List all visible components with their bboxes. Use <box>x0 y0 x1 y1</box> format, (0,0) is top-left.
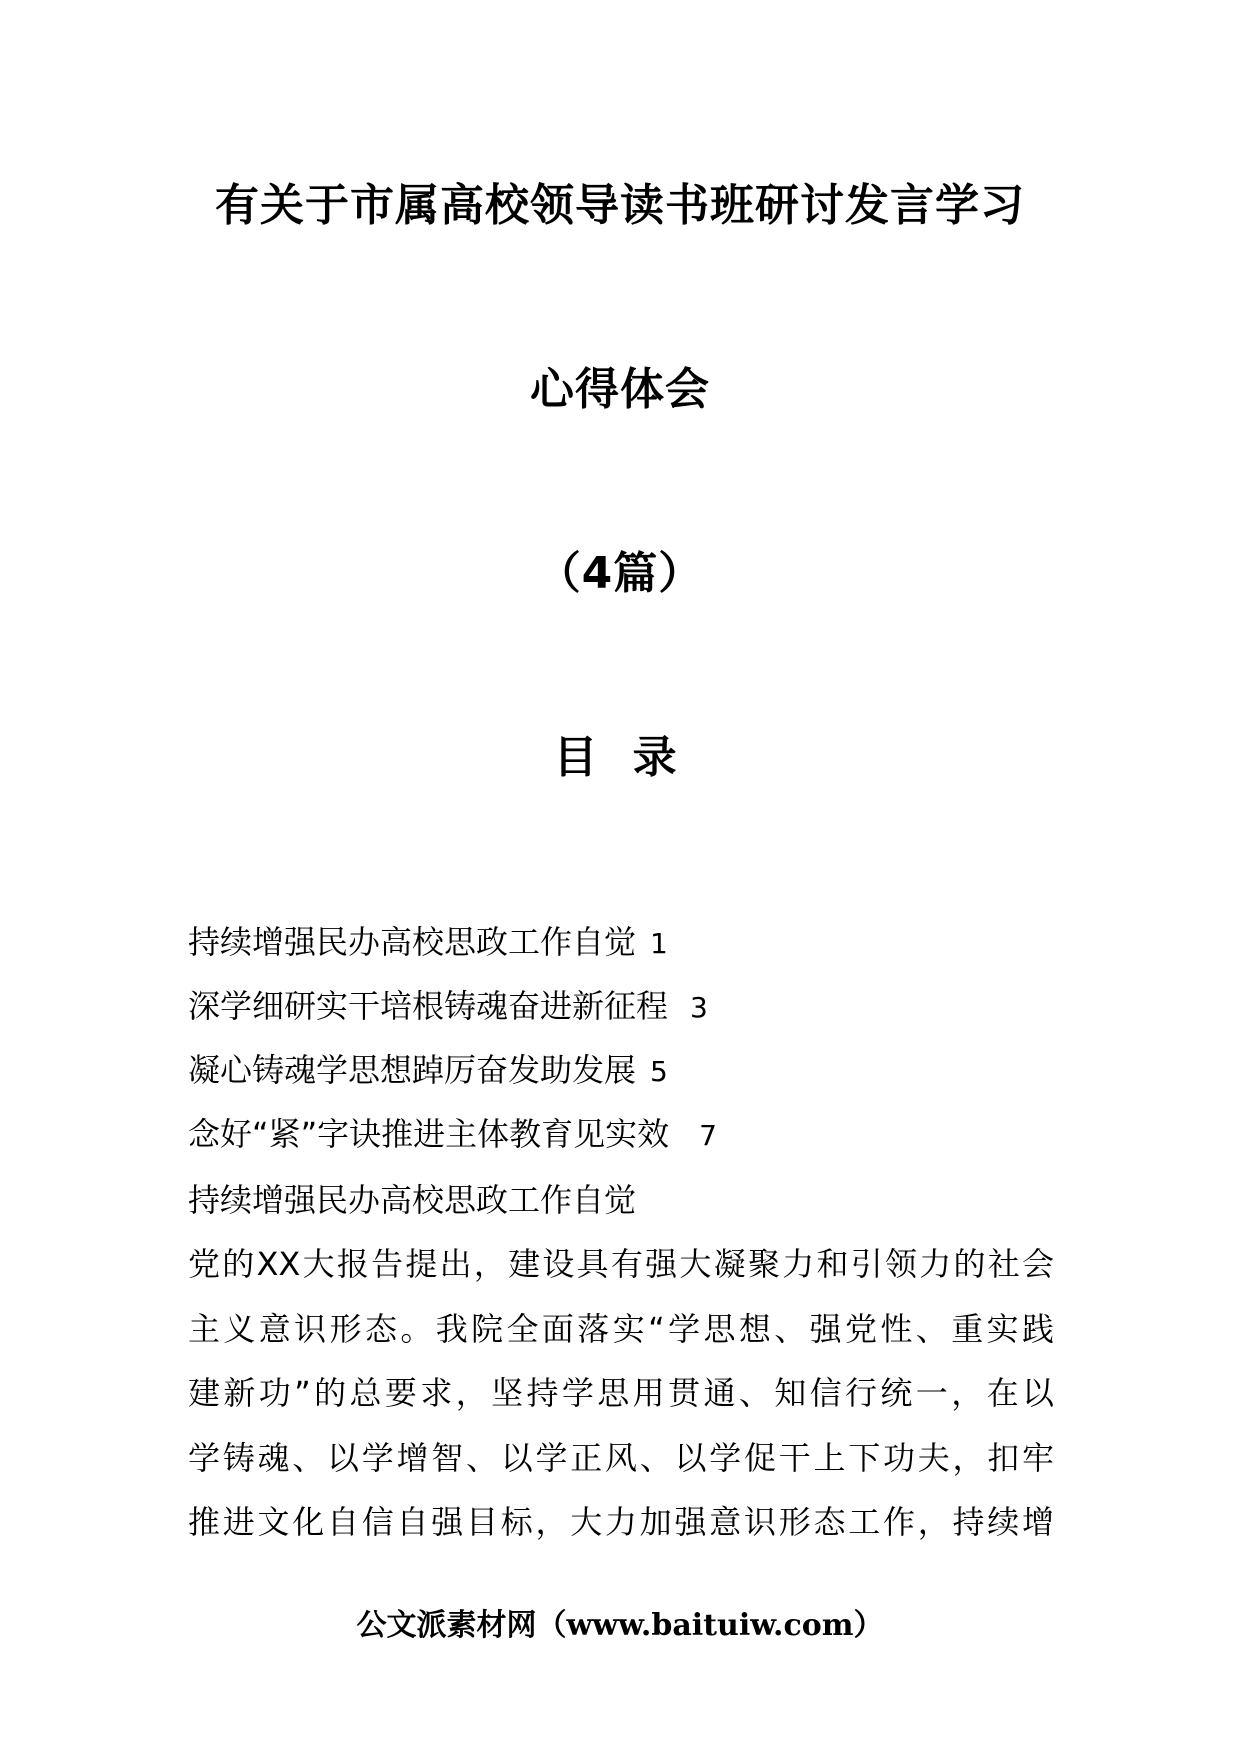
toc-entry-label: 凝心铸魂学思想踔厉奋发助发展 <box>188 1051 637 1089</box>
section-title: 持续增强民办高校思政工作自觉 <box>188 1181 637 1219</box>
page-footer: 公文派素材网（www.baituiw.com） <box>356 1608 884 1643</box>
body-line-2: 主义意识形态。我院全面落实“学思想、强党性、重实践 <box>188 1309 1054 1348</box>
toc-entry-page-number: 1 <box>650 927 668 960</box>
body-line-5: 推进文化自信自强目标，大力加强意识形态工作，持续增 <box>188 1503 1054 1541</box>
body-line-3: 建新功”的总要求，坚持学思用贯通、知信行统一，在以 <box>188 1374 1054 1412</box>
toc-entry-4[interactable] <box>188 1102 1088 1166</box>
toc-entry-label: 念好“紧”字诀推进主体教育见实效 <box>188 1115 670 1153</box>
toc-entry-label: 持续增强民办高校思政工作自觉 <box>188 923 637 961</box>
table-of-contents <box>188 910 1088 1166</box>
body-paragraph <box>188 1232 1054 1555</box>
toc-entry-2[interactable] <box>188 974 1088 1038</box>
toc-entry-page-number: 3 <box>690 991 708 1024</box>
toc-entry-1[interactable] <box>188 910 1088 974</box>
body-line-4: 学铸魂、以学增智、以学正风、以学促干上下功夫，扣牢 <box>188 1438 1054 1477</box>
toc-entry-page-number: 5 <box>650 1055 668 1088</box>
toc-entry-page-number: 7 <box>699 1119 717 1152</box>
document-title-line-1: 有关于市属高校领导读书班研讨发言学习 <box>215 180 1025 231</box>
body-line-1: 党的XX大报告提出，建设具有强大凝聚力和引领力的社会 <box>188 1245 1054 1283</box>
toc-heading: 目 录 <box>553 732 687 783</box>
document-title-line-2: 心得体会 <box>530 364 710 415</box>
document-subtitle: （4篇） <box>536 548 704 599</box>
toc-entry-label: 深学细研实干培根铸魂奋进新征程 <box>188 987 669 1025</box>
toc-entry-3[interactable] <box>188 1038 1088 1102</box>
